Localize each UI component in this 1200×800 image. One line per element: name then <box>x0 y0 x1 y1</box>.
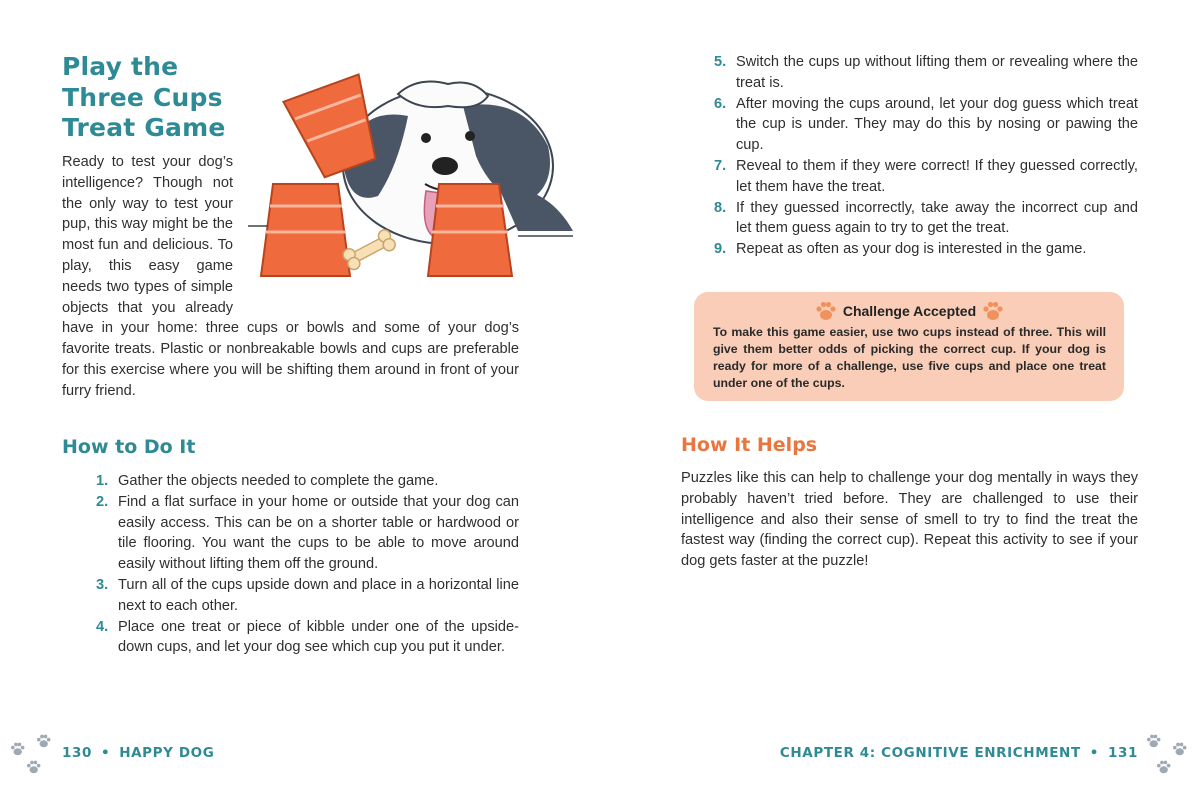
footer-separator: • <box>1089 745 1100 761</box>
step-text: Reveal to them if they were correct! If they guessed correctly, let them have the treat. <box>736 157 1138 195</box>
callout-title-row <box>713 301 1106 321</box>
how-it-helps-heading: How It Helps <box>681 434 818 456</box>
page-number: 130 <box>62 745 92 761</box>
paw-print-icon <box>815 301 837 321</box>
list-item <box>96 575 519 617</box>
list-item <box>96 617 519 659</box>
step-text: If they guessed incorrectly, take away the incorrect cup and let them guess again to try to get the treat. <box>736 199 1138 237</box>
footer-separator: • <box>100 745 111 761</box>
title-line-3: Treat Game <box>62 113 226 142</box>
step-number: 9. <box>714 241 727 258</box>
paw-print-icon <box>4 732 60 782</box>
list-item <box>714 52 1138 94</box>
steps-list-right <box>714 52 1138 260</box>
step-number: 7. <box>714 157 727 174</box>
callout-text: To make this game easier, use two cups instead of three. This will give them better odds of picking the correct cup. If your dog is ready for more of a challenge, use five cups and place one treat under one of the cups. <box>713 325 1106 390</box>
paw-print-icon <box>1142 732 1198 782</box>
chapter-title: CHAPTER 4: COGNITIVE ENRICHMENT <box>779 745 1081 761</box>
challenge-callout <box>694 292 1124 401</box>
list-item <box>714 94 1138 156</box>
step-text: Find a flat surface in your home or outside that your dog can easily access. This can be on a shorter table or hardwood or tile flooring. You want the cups to be able to move around easily without lifting them off the ground. <box>118 493 519 573</box>
step-number: 1. <box>96 473 109 489</box>
how-to-heading: How to Do It <box>62 436 196 458</box>
callout-title: Challenge Accepted <box>842 303 977 319</box>
step-text: Place one treat or piece of kibble under one of the upside-down cups, and let your dog see which cup you put it under. <box>118 618 519 656</box>
step-number: 4. <box>96 618 109 635</box>
list-item <box>96 471 519 492</box>
title-line-2: Three Cups <box>62 82 223 112</box>
list-item <box>714 239 1138 260</box>
step-number: 3. <box>96 576 109 593</box>
step-number: 2. <box>96 493 109 510</box>
intro-paragraph <box>62 152 519 402</box>
step-number: 8. <box>714 199 727 216</box>
list-item <box>714 198 1138 240</box>
step-text: After moving the cups around, let your dog guess which treat the cup is under. They may do this by nosing or pawing the cup. <box>736 95 1138 154</box>
title-line-1: Play the <box>62 52 179 81</box>
step-text: Gather the objects needed to complete the game. <box>118 473 439 489</box>
footer-right <box>780 745 1138 761</box>
footer-left <box>62 745 214 761</box>
book-title: HAPPY DOG <box>119 745 215 761</box>
how-it-helps-text: Puzzles like this can help to challenge your dog mentally in ways they probably haven’t tried before. They are challenged to use their intelligence and also their sense of smell to try to find the treat the fastest way (finding the correct cup). Repeat this activity to see if your dog gets faster at the puzzle! <box>681 470 1138 570</box>
step-text: Switch the cups up without lifting them or revealing where the treat is. <box>736 54 1138 91</box>
step-text: Repeat as often as your dog is interested in the game. <box>736 241 1087 258</box>
step-number: 6. <box>714 95 727 112</box>
page-number: 131 <box>1108 745 1138 761</box>
step-text: Turn all of the cups upside down and place in a horizontal line next to each other. <box>118 576 519 614</box>
page-title <box>62 52 226 144</box>
paw-print-icon <box>982 301 1004 321</box>
step-number: 5. <box>714 54 727 70</box>
list-item <box>96 492 519 575</box>
list-item <box>714 156 1138 198</box>
steps-list-left <box>96 471 519 658</box>
intro-text: Ready to test your dog’s intelligence? Though not the only way to test your pup, this way might be the most fun and delicious. To play, this easy game needs two types of simple objects that you already have in your home: three cups or bowls and some of your dog’s favorite treats. Plastic or nonbreakable bowls and cups are preferable for this exercise where you will be shifting them around in front of your furry friend. <box>62 154 519 399</box>
